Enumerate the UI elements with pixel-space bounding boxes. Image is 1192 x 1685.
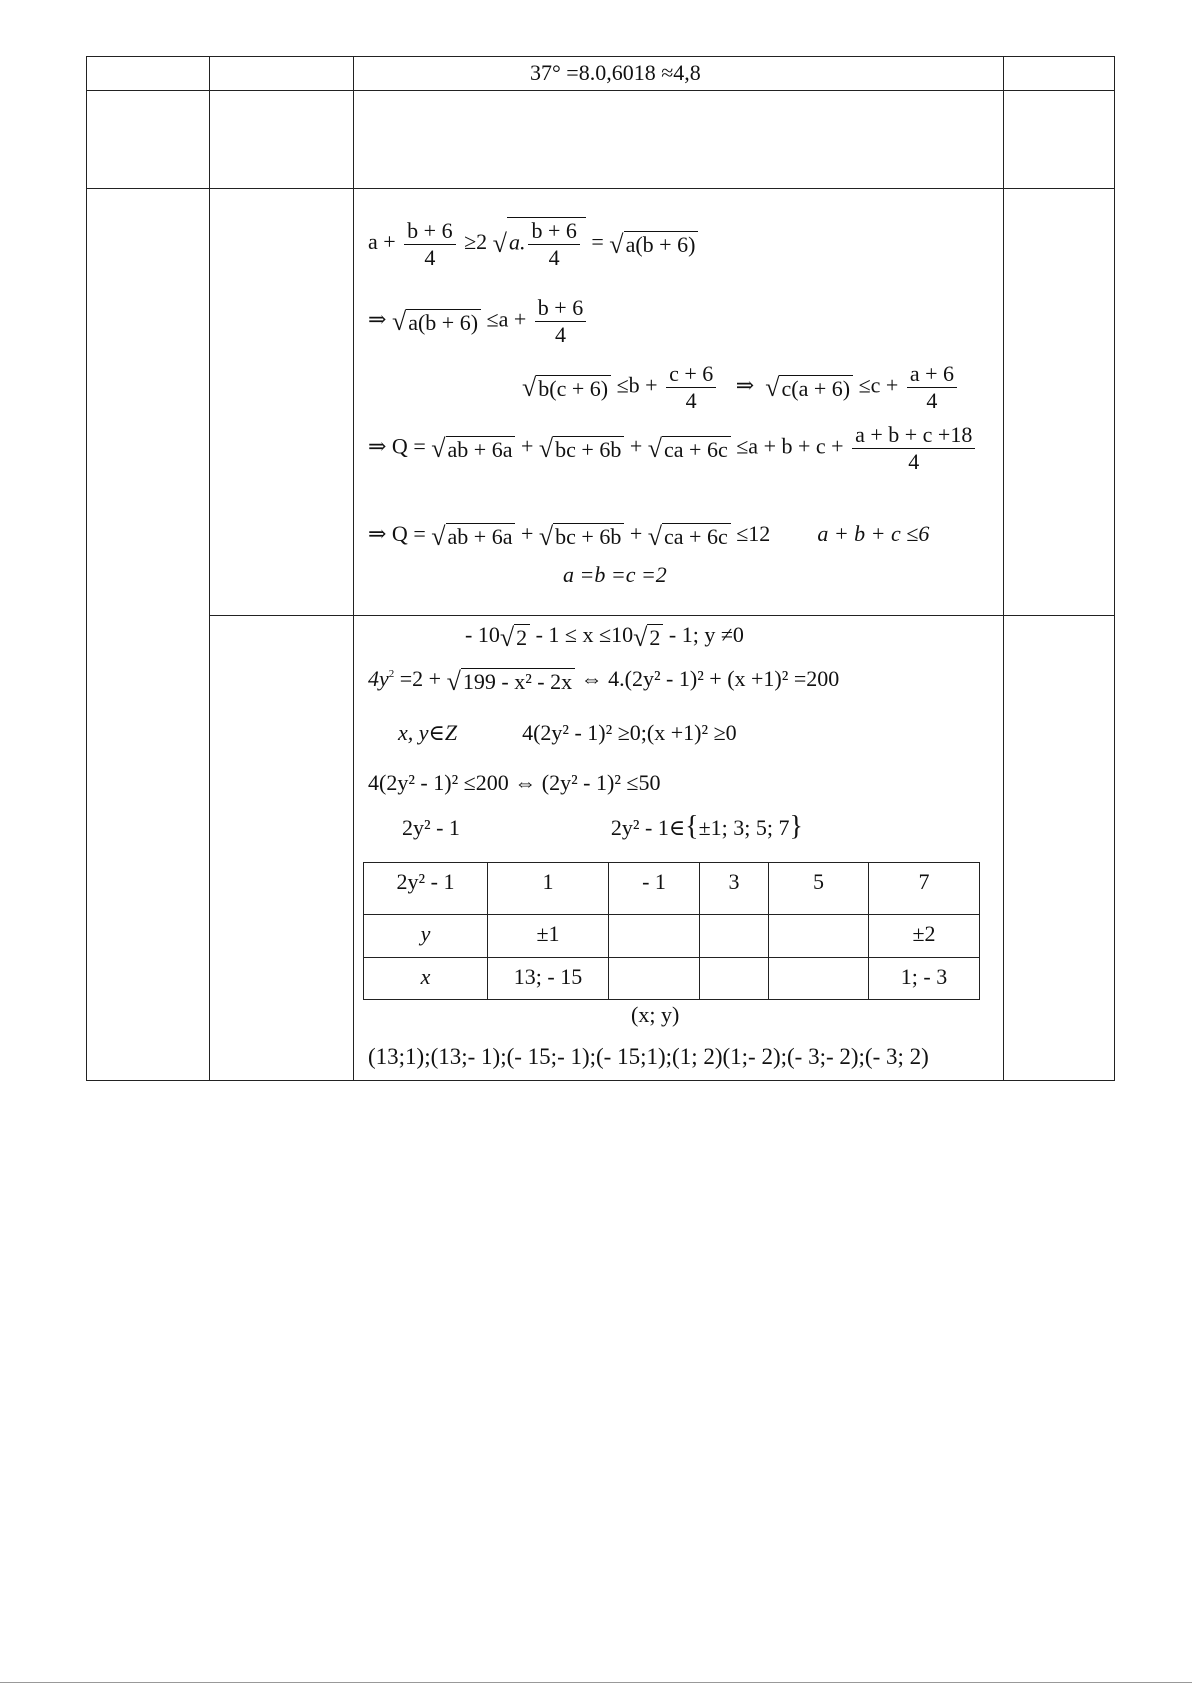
ineq-line-4: ⇒ Q = √ab + 6a + √bc + 6b + √ca + 6c ≤a + b + c + $\frac{a + b + c +18}{4}$ bbox=[368, 422, 978, 475]
table-cell: x bbox=[364, 958, 488, 1000]
cell-r2-c1 bbox=[87, 91, 210, 189]
dio-line-1: - 10√2 - 1 ≤ x ≤10√2 - 1; y ≠0 bbox=[465, 622, 744, 652]
pair-label: (x; y) bbox=[631, 1002, 680, 1027]
row1-math: 37° =8.0,6018 ≈4,8 bbox=[530, 60, 701, 85]
page-bottom-rule bbox=[0, 1682, 1192, 1683]
table-cell: ±1 bbox=[488, 915, 609, 958]
table-cell: 2y² - 1 bbox=[364, 863, 488, 915]
solutions-list: (13;1);(13;- 1);(- 15;- 1);(- 15;1);(1; 2)(1;- 2);(- 3;- 2);(- 3; 2) bbox=[368, 1044, 929, 1069]
table-cell bbox=[769, 958, 869, 1000]
table-cell: 3 bbox=[700, 863, 769, 915]
cell-r3-c2 bbox=[210, 189, 354, 616]
cell-r2-c4 bbox=[1004, 91, 1115, 189]
table-cell: 1; - 3 bbox=[869, 958, 980, 1000]
cell-r2-c3 bbox=[354, 91, 1004, 189]
table-cell: 1 bbox=[488, 863, 609, 915]
table-cell: y bbox=[364, 915, 488, 958]
table-cell: 7 bbox=[869, 863, 980, 915]
cell-r4-c2 bbox=[210, 616, 354, 1081]
table-cell: 13; - 15 bbox=[488, 958, 609, 1000]
table-cell bbox=[700, 958, 769, 1000]
table-cell bbox=[609, 958, 700, 1000]
table-cell: 5 bbox=[769, 863, 869, 915]
table-row-y bbox=[364, 915, 980, 958]
inequality-cell bbox=[354, 189, 1004, 616]
cell-r1-c1 bbox=[87, 57, 210, 91]
dio-line-4: 4(2y² - 1)² ≤200 ⇔ (2y² - 1)² ≤50 bbox=[368, 770, 661, 795]
ineq-line-1: a + $\frac{b + 6}{4}$ ≥2 √a. $\frac{b + 6}{4}$ = √a(b + 6) bbox=[368, 217, 698, 271]
table-row-x bbox=[364, 958, 980, 1000]
table-cell: - 1 bbox=[609, 863, 700, 915]
dio-line-5: 2y² - 1 2y² - 1∈{±1; 3; 5; 7} bbox=[402, 811, 803, 842]
table-cell bbox=[769, 915, 869, 958]
cell-r2-c2 bbox=[210, 91, 354, 189]
cell-r1-c3 bbox=[354, 57, 1004, 91]
dio-line-3: x, y∈Z 4(2y² - 1)² ≥0;(x +1)² ≥0 bbox=[398, 720, 737, 745]
value-set: ±1; 3; 5; 7 bbox=[698, 815, 790, 840]
cell-r1-c4 bbox=[1004, 57, 1115, 91]
table-cell bbox=[700, 915, 769, 958]
ineq-line-3: √b(c + 6) ≤b + $\frac{c + 6}{4}$ ⇒ √c(a + 6) ≤c + $\frac{a + 6}{4}$ bbox=[522, 361, 960, 414]
diophantine-cell bbox=[354, 616, 1004, 1081]
value-table bbox=[363, 862, 980, 1000]
ineq-line-2: ⇒ √a(b + 6) ≤a + $\frac{b + 6}{4}$ bbox=[368, 295, 589, 348]
cell-r3-c1 bbox=[87, 189, 210, 1081]
table-cell: ±2 bbox=[869, 915, 980, 958]
cell-r3-c4 bbox=[1004, 189, 1115, 616]
table-row-header bbox=[364, 863, 980, 915]
table-cell bbox=[609, 915, 700, 958]
ineq-line-5: ⇒ Q = √ab + 6a + √bc + 6b + √ca + 6c ≤12 a + b + c ≤6 bbox=[368, 521, 930, 551]
cell-r1-c2 bbox=[210, 57, 354, 91]
ineq-line-6: a =b =c =2 bbox=[563, 562, 667, 587]
dio-line-2: $4y^2 =2 + √199 - x^2 - 2x$ ⇔ 4.(2y² - 1)² + (x +1)² =200 bbox=[368, 666, 840, 696]
cell-r4-c4 bbox=[1004, 616, 1115, 1081]
